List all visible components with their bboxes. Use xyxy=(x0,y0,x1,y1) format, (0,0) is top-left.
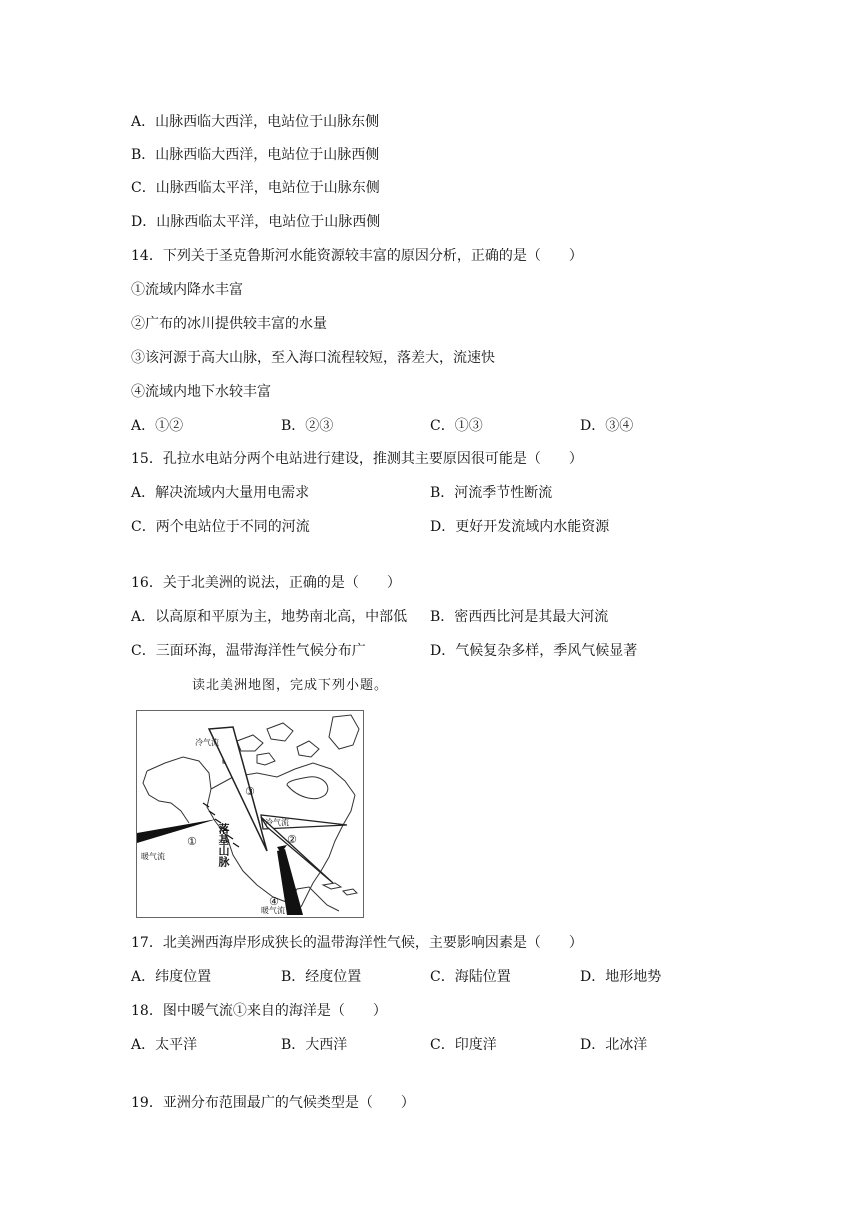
q15-option-b: B．河流季节性断流 xyxy=(430,485,553,501)
label-mark-1: ① xyxy=(187,836,197,848)
q14-option-d: D．③④ xyxy=(580,418,634,434)
q14-statement-1: ①流域内降水丰富 xyxy=(131,282,243,298)
q18-option-b: B．大西洋 xyxy=(281,1037,348,1053)
q15-option-c: C．两个电站位于不同的河流 xyxy=(131,519,310,535)
label-cold-current-mid: 冷气流 xyxy=(265,818,289,827)
q17-option-a: A．纬度位置 xyxy=(131,969,212,985)
map-caption: 读北美洲地图，完成下列小题。 xyxy=(192,678,389,693)
q16-stem: 16．关于北美洲的说法，正确的是（ ） xyxy=(131,575,401,591)
q14-statement-3: ③该河源于高大山脉，至入海口流程较短，落差大，流速快 xyxy=(131,350,495,366)
q18-option-d: D．北冰洋 xyxy=(580,1037,648,1053)
label-mark-4: ④ xyxy=(269,896,279,908)
label-mark-2: ② xyxy=(287,834,297,846)
q17-option-d: D．地形地势 xyxy=(580,969,662,985)
q13-option-c: C．山脉西临太平洋，电站位于山脉东侧 xyxy=(131,180,380,196)
q17-option-b: B．经度位置 xyxy=(281,969,362,985)
q18-stem: 18．图中暖气流①来自的海洋是（ ） xyxy=(131,1003,387,1019)
q18-option-a: A．太平洋 xyxy=(131,1037,198,1053)
q14-option-c: C．①③ xyxy=(430,418,483,434)
q14-statement-2: ②广布的冰川提供较丰富的水量 xyxy=(131,316,327,332)
q14-statement-4: ④流域内地下水较丰富 xyxy=(131,384,271,400)
q17-stem: 17．北美洲西海岸形成狭长的温带海洋性气候，主要影响因素是（ ） xyxy=(131,935,583,951)
q18-option-c: C．印度洋 xyxy=(430,1037,497,1053)
warm-current-arrow-west xyxy=(137,819,217,843)
q13-option-a: A．山脉西临大西洋，电站位于山脉东侧 xyxy=(131,114,380,130)
q14-stem: 14．下列关于圣克鲁斯河水能资源较丰富的原因分析，正确的是（ ） xyxy=(131,248,583,264)
label-rocky-mountains: 落基山脉 xyxy=(217,823,229,867)
q17-option-c: C．海陆位置 xyxy=(430,969,511,985)
q16-option-a: A．以高原和平原为主，地势南北高，中部低 xyxy=(131,609,408,625)
q13-option-d: D．山脉西临太平洋，电站位于山脉西侧 xyxy=(131,214,381,230)
q14-option-b: B．②③ xyxy=(281,418,334,434)
label-warm-current-west: 暖气流 xyxy=(141,852,165,861)
q16-option-b: B．密西西比河是其最大河流 xyxy=(430,609,609,625)
label-cold-current-north: 冷气流 xyxy=(195,738,219,747)
q15-stem: 15．孔拉水电站分两个电站进行建设，推测其主要原因很可能是（ ） xyxy=(131,451,583,467)
north-america-map xyxy=(136,710,364,918)
q16-option-d: D．气候复杂多样，季风气候显著 xyxy=(430,643,638,659)
label-warm-current-south: 暖气流 xyxy=(261,906,285,915)
label-mark-3: ③ xyxy=(245,786,255,798)
q19-stem: 19．亚洲分布范围最广的气候类型是（ ） xyxy=(131,1095,415,1111)
q14-option-a: A．①② xyxy=(131,418,184,434)
q15-option-a: A．解决流域内大量用电需求 xyxy=(131,485,310,501)
q13-option-b: B．山脉西临大西洋，电站位于山脉西侧 xyxy=(131,147,380,163)
q15-option-d: D．更好开发流域内水能资源 xyxy=(430,519,610,535)
q16-option-c: C．三面环海，温带海洋性气候分布广 xyxy=(131,643,366,659)
